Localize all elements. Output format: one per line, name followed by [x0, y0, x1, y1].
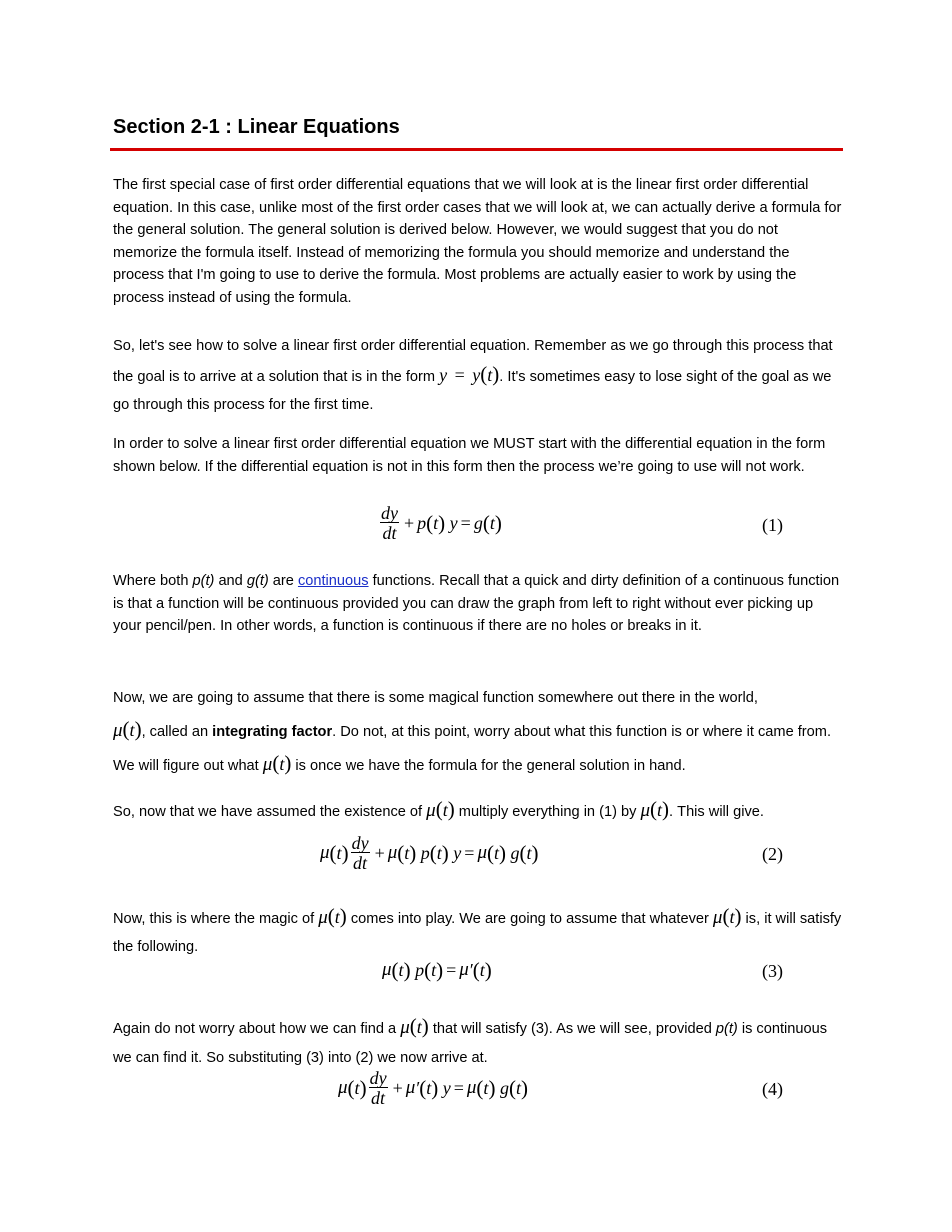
- paragraph-integrating-factor: [113, 683, 843, 782]
- paragraph-continuity-text-1: Where both: [113, 573, 193, 589]
- equation-2-number: (2): [762, 844, 783, 864]
- equation-3-number: (3): [762, 961, 783, 981]
- term-p-of-t: p(t): [715, 1021, 738, 1037]
- paragraph-substitute: [113, 1012, 843, 1073]
- fraction-dy-dt: $\frac{dy}{dt}$: [351, 832, 369, 873]
- paragraph-intro: The first special case of first order differential equations that we will look at is the linear first order differential equation. In this case, unlike most of the first order cases that we will look at, we can actually derive a formula for the general solution. The general solution is derived below. However, we would suggest that you do not memorize the formula itself. Instead of memorizing the formula you should memorize and understand the process that I'm going to use to derive the formula. Most problems are actually easier to work by using the process instead of using the formula.: [113, 177, 842, 306]
- paragraph-multiply-text-3: . This will give.: [669, 804, 764, 820]
- math-mu-of-t: μ(t): [318, 904, 347, 928]
- math-mu-of-t: μ(t): [400, 1014, 429, 1038]
- equation-1: $\frac{dy}{dt}$ + p ( t ) y = g ( t ): [381, 502, 502, 543]
- fraction-dy-dt: $\frac{dy}{dt}$: [369, 1067, 387, 1108]
- fraction-dy-dt: $\frac{dy}{dt}$: [381, 502, 398, 543]
- paragraph-multiply-text-2: multiply everything in (1) by: [458, 804, 637, 820]
- equation-4: μ ( t ) $\frac{dy}{dt}$ + μ ′ ( t ) y = μ ( t ) g ( t ): [338, 1067, 528, 1108]
- paragraph-multiply: [113, 798, 843, 824]
- section-heading: Section 2-1 : Linear Equations: [113, 116, 400, 138]
- paragraph-substitute-text-3: is continuous we can find it. So substituting (3) into (2) we now arrive at.: [113, 1021, 828, 1066]
- term-g-of-t: g(t): [246, 573, 269, 589]
- paragraph-substitute-text-2: that will satisfy (3). As we will see, provided: [432, 1021, 716, 1037]
- paragraph-goal-text-2: . It's sometimes easy to lose sight of the goal as we go through this process for the first time.: [113, 369, 832, 413]
- paragraph-continuity-text-2: functions. Recall that a quick and dirty definition of a continuous function is that a function will be continuous provided you can draw the graph from left to right without ever picking up your pencil/pen. In other words, a function is continuous if there are no holes or breaks in it.: [113, 573, 840, 634]
- term-p-of-t: p(t): [192, 573, 215, 589]
- equation-4-number: (4): [762, 1079, 783, 1099]
- math-mu-of-t: μ(t): [426, 797, 455, 821]
- paragraph-if-text-4: is once we have the formula for the general solution in hand.: [295, 758, 686, 774]
- paragraph-if-text-1: Now, we are going to assume that there is some magical function somewhere out there in the world,: [113, 690, 758, 706]
- paragraph-magic-text-1: Now, this is where the magic of: [113, 911, 315, 927]
- paragraph-magic-text-2: comes into play. We are going to assume that whatever: [350, 911, 709, 927]
- math-mu-of-t: μ(t): [262, 751, 292, 775]
- equation-3: μ ( t ) p ( t ) = μ ′ ( t ): [382, 957, 492, 982]
- paragraph-if-text-3: . Do not, at this point, worry about what this function is or where it came from. We will figure out what: [113, 724, 831, 774]
- continuous-link[interactable]: continuous: [297, 573, 369, 589]
- paragraph-goal: [113, 332, 843, 419]
- paragraph-goal-text-1: So, let's see how to solve a linear first order differential equation. Remember as we go through this process that the goal is to arrive at a solution that is in the form: [113, 338, 833, 385]
- heading-underline: [110, 148, 843, 151]
- paragraph-substitute-text-1: Again do not worry about how we can find a: [113, 1021, 397, 1037]
- paragraph-magic-text-3: is, it will satisfy the following.: [113, 911, 842, 955]
- math-mu-of-t: μ(t): [113, 717, 142, 741]
- math-mu-of-t: μ(t): [640, 797, 670, 821]
- paragraph-continuity-and: and: [214, 573, 247, 589]
- paragraph-continuity: [113, 570, 843, 638]
- math-y-equals-y-of-t: y = y(t): [439, 362, 500, 386]
- paragraph-if-text-2: , called an: [141, 724, 213, 740]
- equation-2: μ ( t ) $\frac{dy}{dt}$ + μ ( t ) p ( t ) y = μ ( t ) g ( t ): [320, 832, 539, 873]
- paragraph-multiply-text-1: So, now that we have assumed the existence of: [113, 804, 423, 820]
- equation-1-number: (1): [762, 515, 783, 535]
- paragraph-continuity-are: are: [268, 573, 298, 589]
- integrating-factor-term: integrating factor: [212, 724, 333, 740]
- math-mu-of-t: μ(t): [712, 904, 742, 928]
- paragraph-standard-form: In order to solve a linear first order differential equation we MUST start with the differential equation in the form shown below. If the differential equation is not in this form then the process we’re going to use will not work.: [113, 436, 826, 475]
